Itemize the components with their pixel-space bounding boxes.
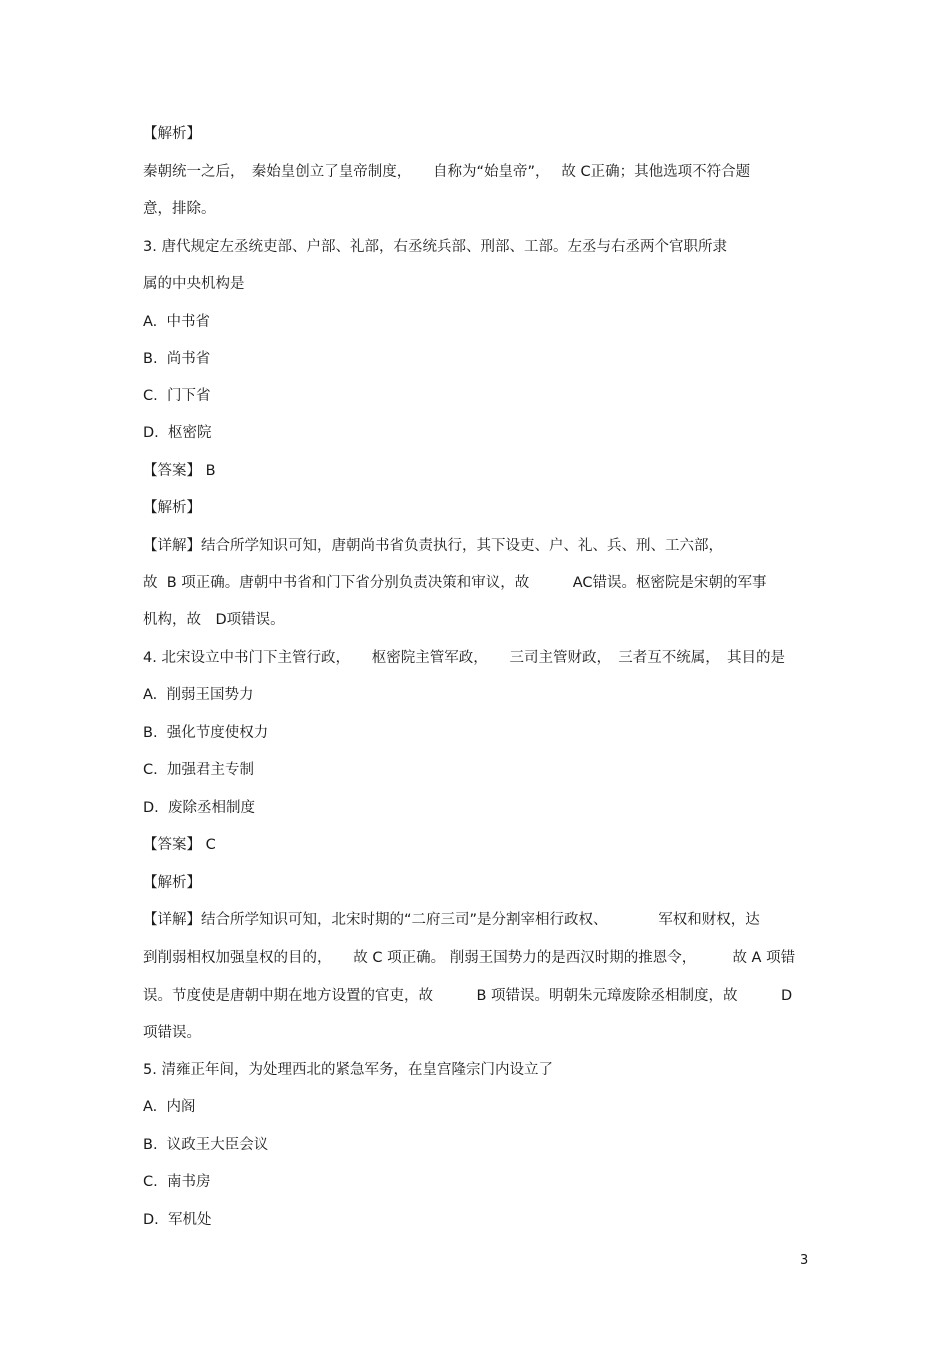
explanation-text: 机构，故 D项错误。 (143, 612, 285, 628)
analysis-text: 秦朝统一之后， 秦始皇创立了皇帝制度， 自称为“始皇帝”， 故 C正确；其他选项不符合题 (143, 164, 751, 180)
option-c: C. 加强君主专制 (143, 762, 254, 778)
question-4: 4. 北宋设立中书门下主管行政， 枢密院主管军政， 三司主管财政， 三者互不统属， 其目的是 (143, 650, 785, 666)
explanation-text: 误。节度使是唐朝中期在地方设置的官吏，故 B 项错误。明朝朱元璋废除丞相制度，故 D (143, 988, 793, 1004)
explanation-text: 到削弱相权加强皇权的目的， 故 C 项正确。 削弱王国势力的是西汉时期的推恩令， 故 A 项错 (143, 950, 796, 966)
option-d: D. 枢密院 (143, 425, 212, 441)
option-b: B. 尚书省 (143, 351, 211, 367)
analysis-heading: 【解析】 (143, 875, 201, 891)
option-a: A. 内阁 (143, 1099, 196, 1115)
answer: 【答案】 C (143, 837, 216, 853)
option-c: C. 南书房 (143, 1174, 211, 1190)
question-3: 3. 唐代规定左丞统吏部、户部、礼部，右丞统兵部、刑部、工部。左丞与右丞两个官职所隶 (143, 239, 727, 255)
option-a: A. 中书省 (143, 314, 210, 330)
question-3: 属的中央机构是 (143, 276, 245, 292)
explanation-text: 【详解】结合所学知识可知，唐朝尚书省负责执行，其下设吏、户、礼、兵、刑、工六部， (143, 538, 723, 554)
question-5: 5. 清雍正年间，为处理西北的紧急军务，在皇宫隆宗门内设立了 (143, 1062, 553, 1078)
option-c: C. 门下省 (143, 388, 211, 404)
explanation-text: 故 B 项正确。唐朝中书省和门下省分别负责决策和审议，故 AC错误。枢密院是宋朝的军事 (143, 575, 767, 591)
analysis-heading: 【解析】 (143, 500, 201, 516)
option-a: A. 削弱王国势力 (143, 687, 254, 703)
option-b: B. 强化节度使权力 (143, 725, 269, 741)
explanation-text: 【详解】结合所学知识可知，北宋时期的“二府三司”是分割宰相行政权、 军权和财权，达 (143, 912, 760, 928)
page-number: 3 (800, 1253, 809, 1268)
analysis-text: 意，排除。 (143, 201, 216, 217)
answer: 【答案】 B (143, 463, 216, 479)
option-d: D. 军机处 (143, 1212, 212, 1228)
explanation-text: 项错误。 (143, 1025, 201, 1041)
option-b: B. 议政王大臣会议 (143, 1137, 269, 1153)
option-d: D. 废除丞相制度 (143, 800, 255, 816)
analysis-heading: 【解析】 (143, 126, 201, 142)
